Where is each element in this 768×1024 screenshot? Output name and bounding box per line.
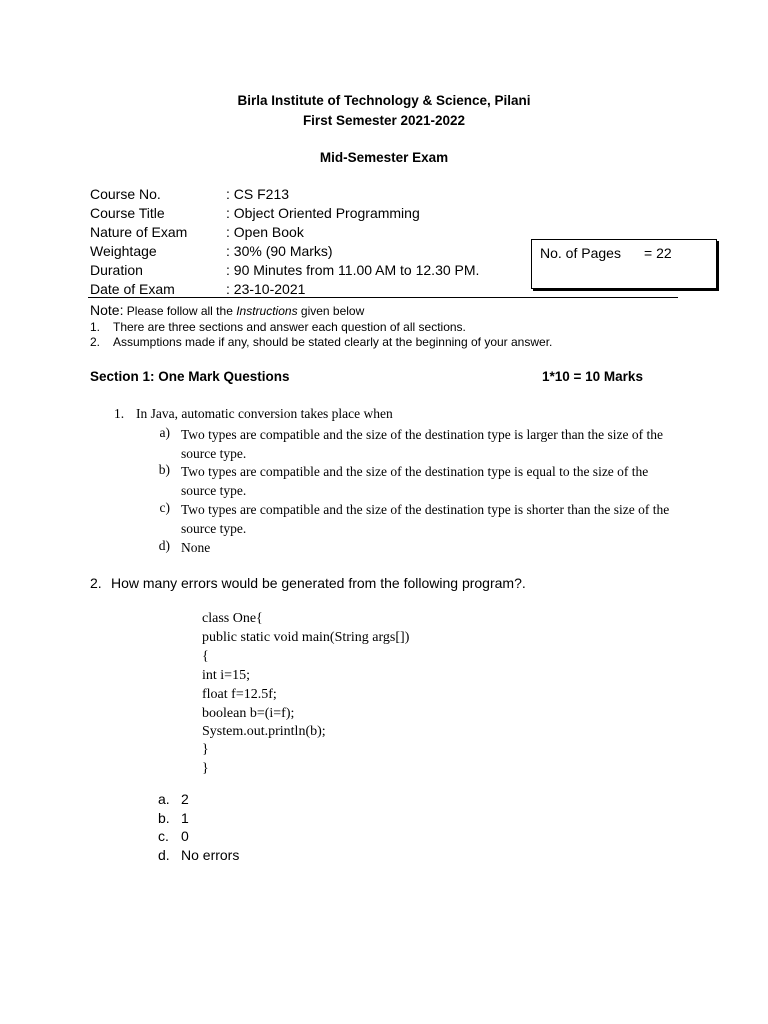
- institute-name: Birla Institute of Technology & Science, Pilani: [237, 93, 531, 108]
- option-letter: d.: [158, 847, 170, 863]
- code-line: }: [202, 742, 209, 757]
- option-letter: b.: [158, 810, 170, 826]
- detail-value: : CS F213: [226, 186, 290, 202]
- note-item: There are three sections and answer each question of all sections.: [113, 320, 466, 334]
- semester-title: First Semester 2021-2022: [302, 113, 466, 128]
- note-item-number: 2.: [90, 335, 101, 349]
- pages-box: [531, 239, 717, 289]
- section-marks: 1*10 = 10 Marks: [542, 369, 643, 384]
- pages-value: = 22: [644, 245, 672, 261]
- note-text: Please follow all the: [123, 304, 237, 318]
- section-title: Section 1: One Mark Questions: [90, 369, 290, 384]
- detail-value: : Open Book: [226, 224, 304, 240]
- option-letter: d): [158, 538, 170, 553]
- code-line: boolean b=(i=f);: [202, 706, 295, 721]
- code-line: public static void main(String args[]): [202, 630, 410, 645]
- code-line: {: [202, 649, 209, 664]
- detail-value: : 90 Minutes from 11.00 AM to 12.30 PM.: [226, 262, 480, 278]
- exam-title: Mid-Semester Exam: [319, 150, 449, 165]
- note-prefix: Note:: [90, 302, 124, 318]
- detail-label: Date of Exam: [90, 281, 175, 297]
- code-line: }: [202, 761, 209, 776]
- option-letter: b): [158, 462, 170, 477]
- detail-label: Course Title: [90, 205, 165, 221]
- detail-label: Course No.: [90, 186, 161, 202]
- detail-label: Duration: [90, 262, 143, 278]
- code-line: class One{: [202, 611, 263, 626]
- note-item-number: 1.: [90, 320, 101, 334]
- pages-label: No. of Pages: [540, 245, 621, 261]
- option-text: No errors: [181, 847, 240, 863]
- code-line: System.out.println(b);: [202, 724, 326, 739]
- question-text: In Java, automatic conversion takes place when: [136, 406, 393, 421]
- note-item: Assumptions made if any, should be stated clearly at the beginning of your answer.: [113, 335, 553, 349]
- note-text-after: given below: [297, 304, 365, 318]
- note-italic: Instructions: [236, 304, 298, 318]
- question-text: How many errors would be generated from the following program?.: [111, 575, 526, 591]
- note-line: [90, 302, 364, 320]
- option-text: 2: [181, 791, 189, 807]
- option-letter: c): [159, 500, 170, 515]
- code-line: int i=15;: [202, 668, 250, 683]
- question-number: 2.: [90, 575, 102, 591]
- detail-label: Nature of Exam: [90, 224, 188, 240]
- option-text: 0: [181, 828, 189, 844]
- option-letter: c.: [158, 828, 169, 844]
- detail-value: : Object Oriented Programming: [226, 205, 420, 221]
- detail-label: Weightage: [90, 243, 157, 259]
- option-letter: a.: [158, 791, 170, 807]
- code-line: float f=12.5f;: [202, 687, 277, 702]
- question-number: 1.: [114, 406, 125, 421]
- divider: [88, 297, 678, 298]
- detail-value: : 23-10-2021: [226, 281, 306, 297]
- option-text: Two types are compatible and the size of the destination type is equal to the size of the source type.: [181, 464, 649, 498]
- option-letter: a): [159, 425, 170, 440]
- option-text: None: [181, 540, 211, 555]
- option-text: Two types are compatible and the size of the destination type is shorter than the size of the source type.: [181, 502, 670, 536]
- option-text: 1: [181, 810, 189, 826]
- option-text: Two types are compatible and the size of the destination type is larger than the size of the source type.: [181, 427, 664, 461]
- detail-value: : 30% (90 Marks): [226, 243, 333, 259]
